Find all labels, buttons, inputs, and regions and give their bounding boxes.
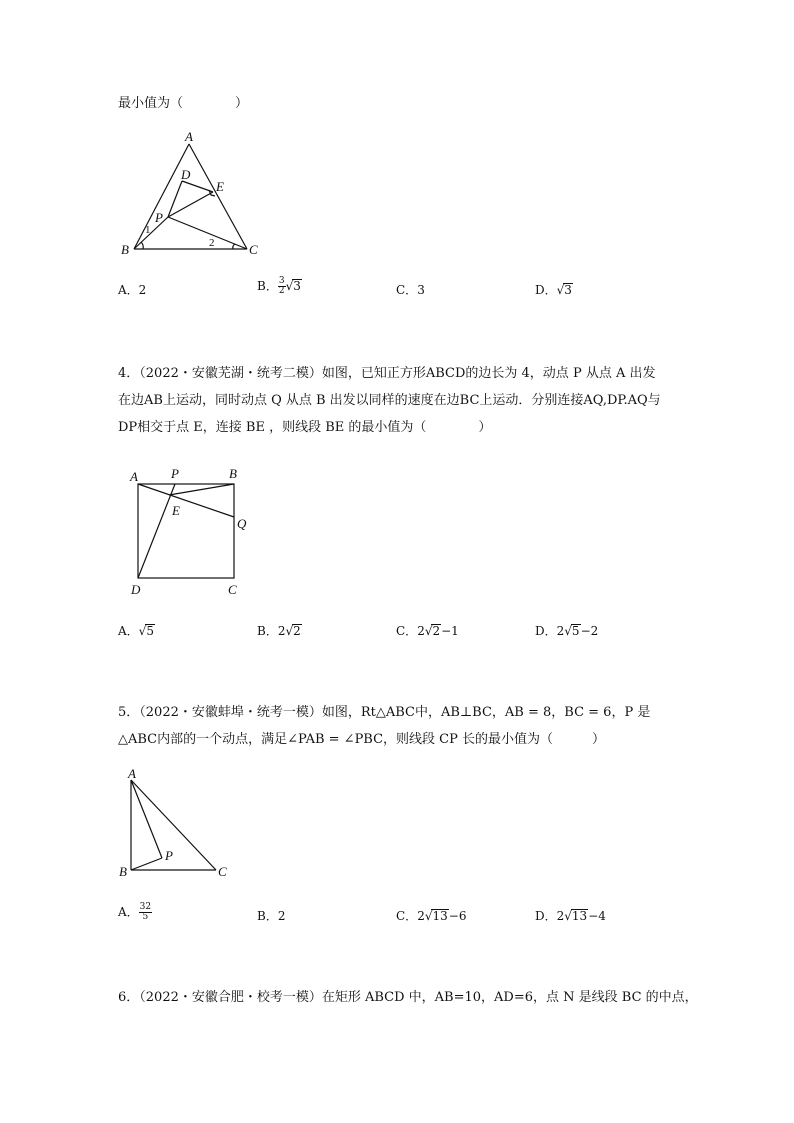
q4-option-a-radicand: 5	[146, 624, 154, 638]
q4-option-d[interactable]	[535, 622, 598, 639]
q5-option-c[interactable]	[396, 907, 466, 924]
q5-option-c-radicand: 13	[432, 909, 448, 923]
q4-label-b: B	[229, 466, 237, 481]
q5-option-b-value: 2	[277, 909, 286, 923]
q5-label-b: B	[119, 864, 127, 879]
q5-label-p: P	[165, 848, 173, 863]
q5-option-a-fraction: $\frac{32}{5}$	[139, 902, 152, 922]
q4-option-c[interactable]	[396, 622, 459, 639]
q4-line-3: DP相交于点 E，连接 BE ，则线段 BE 的最小值为（ ）	[118, 420, 492, 435]
q3-option-b-radicand: 3	[293, 279, 301, 293]
q4-option-b-letter: B．	[257, 624, 278, 638]
q4-label-a: A	[130, 469, 138, 484]
q5-label-a: A	[128, 766, 136, 781]
q4-label-p: P	[171, 466, 179, 481]
q3-label-b: B	[121, 242, 129, 257]
q3-seg-de	[182, 181, 213, 192]
q5-option-d-coef: 2	[556, 909, 565, 923]
q3-label-a: A	[185, 130, 193, 144]
q4-option-d-radicand: 5	[571, 624, 580, 638]
q3-figure	[110, 130, 280, 265]
q3-label-p: P	[155, 210, 163, 225]
q5-option-c-letter: C．	[396, 909, 418, 923]
q3-option-a[interactable]	[118, 281, 146, 298]
q4-label-d: D	[131, 582, 141, 597]
q4-option-c-letter: C．	[396, 624, 418, 638]
q5-option-c-coef: 2	[417, 909, 425, 923]
q3-option-b[interactable]	[257, 277, 302, 296]
sqrt-icon: √	[556, 283, 565, 297]
q4-figure	[120, 462, 260, 602]
q3-seg-dp	[168, 181, 182, 217]
q4-option-b-coef: 2	[277, 624, 286, 638]
sqrt-icon: √	[285, 624, 294, 638]
q4-option-c-coef: 2	[417, 624, 425, 638]
q5-option-a-letter: A．	[118, 905, 139, 919]
q3-label-d: D	[181, 167, 191, 182]
q4-option-a-letter: A．	[118, 624, 139, 638]
q3-option-c-letter: C．	[396, 283, 418, 297]
q3-option-d-radicand: 3	[564, 283, 572, 297]
q5-option-b-letter: B．	[257, 909, 278, 923]
q5-option-b[interactable]	[257, 907, 285, 924]
q3-option-b-letter: B．	[257, 279, 278, 293]
q5-option-d-tail: −4	[588, 909, 606, 923]
q3-label-e: E	[216, 179, 224, 194]
sqrt-icon: √	[285, 279, 294, 293]
q5-label-c: C	[218, 864, 227, 879]
q3-option-d[interactable]	[535, 281, 573, 298]
q5-seg-ap	[131, 780, 162, 858]
sqrt-icon: √	[424, 624, 433, 638]
q3-label-angle1: 1	[145, 224, 151, 236]
q5-figure	[110, 766, 240, 886]
q5-option-a[interactable]	[118, 903, 152, 922]
q3-angle1-arc	[141, 242, 143, 249]
q4-square	[138, 484, 234, 578]
q3-option-a-letter: A．	[118, 283, 139, 297]
q3-seg-pc	[168, 217, 247, 249]
q3-edge-ab	[134, 144, 189, 249]
q3-angle2-arc	[233, 244, 235, 249]
sqrt-icon: √	[424, 909, 433, 923]
q4-option-c-radicand: 2	[432, 624, 441, 638]
q4-option-d-tail: −2	[580, 624, 599, 638]
sqrt-icon: √	[138, 624, 147, 638]
q3-edge-ac	[189, 144, 247, 249]
q4-line-2: 在边AB上运动，同时动点 Q 从点 B 出发以同样的速度在边BC上运动．分别连接AQ,DP.AQ与	[118, 393, 661, 408]
q6-line-1: 6．（2022・安徽合肥・校考一模）在矩形 ABCD 中，AB=10，AD=6，点 N 是线段 BC 的中点，	[118, 990, 698, 1005]
q3-seg-pe	[168, 192, 213, 217]
q4-option-d-letter: D．	[535, 624, 557, 638]
q5-option-d-letter: D．	[535, 909, 557, 923]
q3-option-d-letter: D．	[535, 283, 557, 297]
q4-label-c: C	[228, 582, 237, 597]
q4-option-c-tail: −1	[441, 624, 459, 638]
sqrt-icon: √	[564, 909, 572, 923]
q5-option-c-tail: −6	[448, 909, 467, 923]
sqrt-icon: √	[564, 624, 572, 638]
q3-option-b-fraction: $\frac{3}{2}$	[278, 276, 285, 296]
q5-edge-ac	[131, 780, 216, 870]
q3-option-c[interactable]	[396, 281, 425, 298]
q4-option-b-radicand: 2	[293, 624, 301, 638]
q4-seg-be	[169, 484, 234, 495]
q5-line-1: 5．（2022・安徽蚌埠・统考一模）如图，Rt△ABC中，AB⊥BC，AB = 8，BC = 6，P 是	[118, 705, 651, 720]
q4-seg-aq	[138, 484, 234, 517]
q4-option-a[interactable]	[118, 622, 155, 639]
q4-option-b[interactable]	[257, 622, 302, 639]
q4-line-1: 4．（2022・安徽芜湖・统考二模）如图，已知正方形ABCD的边长为 4，动点 P 从点 A 出发	[118, 366, 656, 381]
q5-option-d[interactable]	[535, 907, 606, 924]
q4-option-d-coef: 2	[556, 624, 565, 638]
q5-option-d-radicand: 13	[571, 909, 588, 923]
q3-label-c: C	[249, 242, 258, 257]
q4-seg-dp	[138, 484, 175, 578]
q5-line-2: △ABC内部的一个动点，满足∠PAB = ∠PBC，则线段 CP 长的最小值为（ ）	[118, 732, 606, 747]
q4-label-q: Q	[237, 516, 247, 531]
q3-line-tail: 最小值为（ ）	[118, 96, 249, 111]
q3-option-c-value: 3	[417, 283, 425, 297]
q4-label-e: E	[172, 503, 180, 518]
q3-option-a-value: 2	[138, 283, 147, 297]
q5-seg-bp	[131, 858, 162, 870]
q3-label-angle2: 2	[209, 237, 215, 249]
